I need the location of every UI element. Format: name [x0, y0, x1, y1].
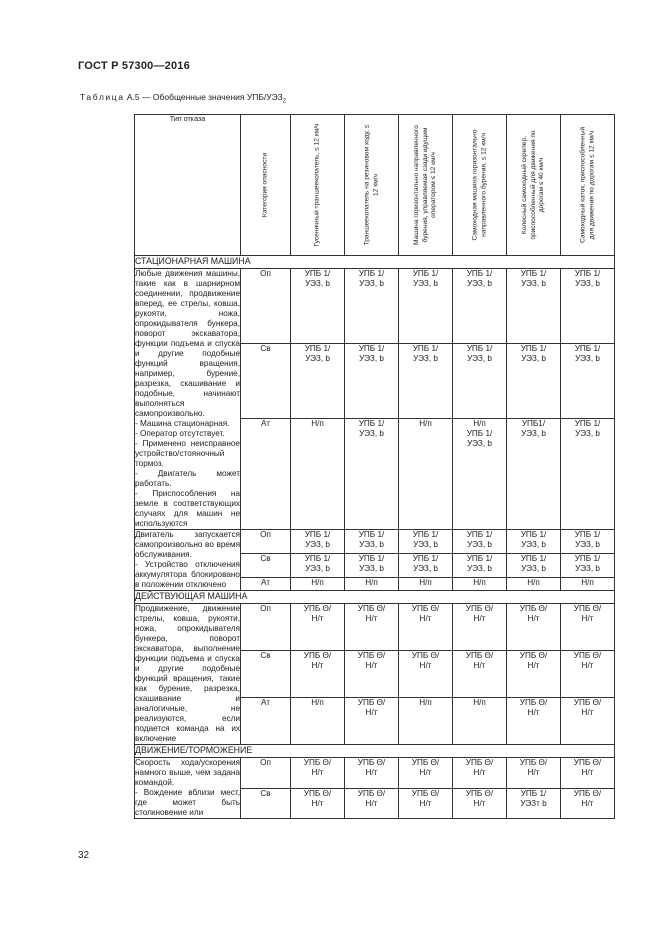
value-cell: УПБ 1/ УЭЗ, b: [345, 269, 399, 344]
value-cell: Н/п: [453, 578, 507, 591]
column-header-hazard-category: [241, 115, 291, 256]
value-cell: УПБ Θ/ Н/т: [453, 604, 507, 651]
value-cell: УПБ 1/ УЭЗ, b: [507, 269, 561, 344]
value-cell: Н/п УПБ 1/ УЭЗ, b: [453, 419, 507, 530]
value-cell: УПБ Θ/ Н/т: [345, 758, 399, 789]
column-header-hazard-category-text: Категория опасности: [261, 152, 269, 218]
hazard-category-cell: Св: [241, 651, 291, 698]
caption-subscript: 2: [282, 98, 287, 105]
value-cell: УПБ Θ/ Н/т: [399, 788, 453, 819]
value-cell: УПБ Θ/ Н/т: [561, 698, 615, 745]
value-cell: УПБ 1/ УЭЗ, b: [507, 554, 561, 578]
value-cell: Н/п: [399, 419, 453, 530]
value-cell: УПБ Θ/ Н/т: [507, 651, 561, 698]
value-cell: УПБ 1/ УЭЗ, b: [291, 344, 345, 419]
value-cell: УПБ 1/ УЭЗ, b: [561, 344, 615, 419]
hazard-category-cell: Оп: [241, 269, 291, 344]
failure-description: [135, 604, 241, 745]
value-cell: УПБ Θ/ Н/т: [345, 788, 399, 819]
description-line: - Применено неисправное устройство/стояночный тормоз.: [135, 439, 240, 468]
hazard-category-cell: Ат: [241, 578, 291, 591]
value-cell: УПБ 1/ УЭЗ, b: [291, 269, 345, 344]
section-title: СТАЦИОНАРНАЯ МАШИНА: [135, 256, 615, 269]
generalized-values-table: [134, 114, 615, 819]
description-line: - Вождение вблизи мест, где может быть столкновение или: [135, 788, 240, 817]
column-header-machine-6: Самоходный каток, приспособленный для движения по дорогам ≤ 12 км/ч: [561, 115, 615, 256]
value-cell: УПБ 1/ УЭЗ, b: [399, 344, 453, 419]
value-cell: УПБ 1/ УЭЗ, b: [561, 530, 615, 554]
value-cell: УПБ 1/ УЭЗ, b: [507, 530, 561, 554]
hazard-category-cell: Оп: [241, 604, 291, 651]
table-header-row: [135, 115, 615, 256]
value-cell: Н/п: [561, 578, 615, 591]
value-cell: УПБ Θ/ Н/т: [507, 758, 561, 789]
description-line: - Оператор отсутствует.: [135, 429, 225, 438]
description-line: - Машина стационарная.: [135, 419, 230, 428]
section-title: ДВИЖЕНИЕ/ТОРМОЖЕНИЕ: [135, 745, 615, 758]
description-line: Любые движения машины, такие как в шарнирном соединении, продвижение вперед, ее стрелы, ковша, рукояти, ножа, опрокидывателя бункера, поворот экскаватора, функции подъема и спуска и другие подобные функций вращения, например, бурение, разрезка, скашивание и подобные, начинают выполняться самопроизвольно.: [135, 269, 240, 418]
value-cell: УПБ 1/ УЭЗ, b: [561, 554, 615, 578]
value-cell: УПБ 1/ УЭЗ, b: [345, 419, 399, 530]
caption-text: А.5 — Обобщенные значения УПБ/УЭЗ: [124, 92, 283, 102]
value-cell: УПБ Θ/ Н/т: [345, 604, 399, 651]
value-cell: УПБ Θ/ Н/т: [561, 758, 615, 789]
value-cell: УПБ Θ/ Н/т: [453, 651, 507, 698]
hazard-category-cell: Ат: [241, 698, 291, 745]
description-line: Двигатель запускается самопроизвольно во время обслуживания.: [135, 530, 240, 559]
section-row: [135, 591, 615, 604]
hazard-category-cell: Ат: [241, 419, 291, 530]
value-cell: УПБ Θ/ Н/т: [453, 758, 507, 789]
value-cell: УПБ Θ/ Н/т: [399, 651, 453, 698]
failure-description: [135, 530, 241, 591]
value-cell: Н/п: [453, 698, 507, 745]
value-cell: Н/п: [291, 698, 345, 745]
value-cell: УПБ 1/ УЭЗ, b: [561, 419, 615, 530]
value-cell: УПБ Θ/ Н/т: [561, 651, 615, 698]
column-header-machine-3: Машина горизонтально направленного бурения, управляемая сзади идущим оператором ≤ 12 км/ч: [399, 115, 453, 256]
value-cell: Н/п: [291, 578, 345, 591]
value-cell: УПБ 1/ УЭЗ, b: [345, 530, 399, 554]
description-line: - Двигатель может работать.: [135, 469, 240, 488]
column-header-machine-2: Траншеекопатель на резиновом ходу, ≤ 12 км/ч: [345, 115, 399, 256]
failure-description: [135, 758, 241, 819]
hazard-category-cell: Св: [241, 344, 291, 419]
value-cell: УПБ1/ УЭЗ, b: [507, 419, 561, 530]
table-caption: [80, 92, 286, 105]
description-line: - Приспособления на земле в соответствующих случаях для машин не используются: [135, 489, 240, 528]
description-line: Скорость хода/ускорения намного выше, чем задана командой.: [135, 758, 240, 787]
document-header: ГОСТ Р 57300—2016: [78, 60, 190, 72]
value-cell: УПБ Θ/ Н/т: [399, 758, 453, 789]
value-cell: Н/п: [291, 419, 345, 530]
value-cell: УПБ 1/ УЭЗ, b: [561, 269, 615, 344]
column-header-machine-5: Колесный самоходный скрепер, приспособленный для движения по дорогам ≤ 40 км/ч: [507, 115, 561, 256]
column-header-machine-4: Самоходная машина горизонтально направленного бурения, ≤ 12 км/ч: [453, 115, 507, 256]
value-cell: УПБ 1/ УЭЗт b: [507, 788, 561, 819]
value-cell: УПБ 1/ УЭЗ, b: [453, 554, 507, 578]
value-cell: УПБ 1/ УЭЗ, b: [345, 344, 399, 419]
description-line: - Устройство отключения аккумулятора блокировано в положении отключено: [135, 560, 240, 589]
value-cell: УПБ Θ/ Н/т: [561, 788, 615, 819]
value-cell: УПБ Θ/ Н/т: [291, 604, 345, 651]
section-row: [135, 745, 615, 758]
value-cell: УПБ 1/ УЭЗ, b: [399, 530, 453, 554]
value-cell: Н/п: [399, 578, 453, 591]
caption-prefix: Таблица: [80, 92, 125, 102]
hazard-category-cell: Св: [241, 788, 291, 819]
value-cell: УПБ Θ/ Н/т: [507, 698, 561, 745]
value-cell: УПБ Θ/ Н/т: [453, 788, 507, 819]
hazard-category-cell: Оп: [241, 530, 291, 554]
value-cell: УПБ 1/ УЭЗ, b: [291, 554, 345, 578]
page-number: 32: [78, 850, 90, 861]
value-cell: УПБ 1/ УЭЗ, b: [291, 530, 345, 554]
value-cell: Н/п: [345, 578, 399, 591]
section-row: [135, 256, 615, 269]
table-row: [135, 269, 615, 344]
value-cell: УПБ Θ/ Н/т: [291, 651, 345, 698]
value-cell: УПБ Θ/ Н/т: [291, 758, 345, 789]
hazard-category-cell: Оп: [241, 758, 291, 789]
value-cell: Н/п: [507, 578, 561, 591]
column-header-machine-1: Гусеничный траншеекопатель, ≤ 12 км/ч: [291, 115, 345, 256]
table-row: [135, 604, 615, 651]
value-cell: УПБ 1/ УЭЗ, b: [399, 554, 453, 578]
value-cell: УПБ Θ/ Н/т: [561, 604, 615, 651]
value-cell: УПБ 1/ УЭЗ, b: [507, 344, 561, 419]
value-cell: УПБ 1/ УЭЗ, b: [453, 269, 507, 344]
value-cell: УПБ Θ/ Н/т: [345, 651, 399, 698]
column-header-failure-type: Тип отказа: [135, 115, 241, 256]
table-row: [135, 758, 615, 789]
failure-description: [135, 269, 241, 530]
section-title: ДЕЙСТВУЮЩАЯ МАШИНА: [135, 591, 615, 604]
value-cell: УПБ 1/ УЭЗ, b: [399, 269, 453, 344]
value-cell: УПБ 1/ УЭЗ, b: [345, 554, 399, 578]
value-cell: УПБ Θ/ Н/т: [345, 698, 399, 745]
hazard-category-cell: Св: [241, 554, 291, 578]
value-cell: УПБ Θ/ Н/т: [399, 604, 453, 651]
value-cell: УПБ Θ/ Н/т: [291, 788, 345, 819]
table-row: [135, 530, 615, 554]
value-cell: УПБ Θ/ Н/т: [507, 604, 561, 651]
value-cell: УПБ 1/ УЭЗ, b: [453, 530, 507, 554]
description-line: Продвижение, движение стрелы, ковша, рукояти, ножа, опрокидывателя бункера, поворот экскаватора, выполнение функции подъема и спуска и другие подобные функций вращения, такие как бурение, разрезка, скашивание и аналогичные, не реализуются, если подается команда на их включение: [135, 604, 240, 743]
value-cell: УПБ 1/ УЭЗ, b: [453, 344, 507, 419]
value-cell: Н/п: [399, 698, 453, 745]
